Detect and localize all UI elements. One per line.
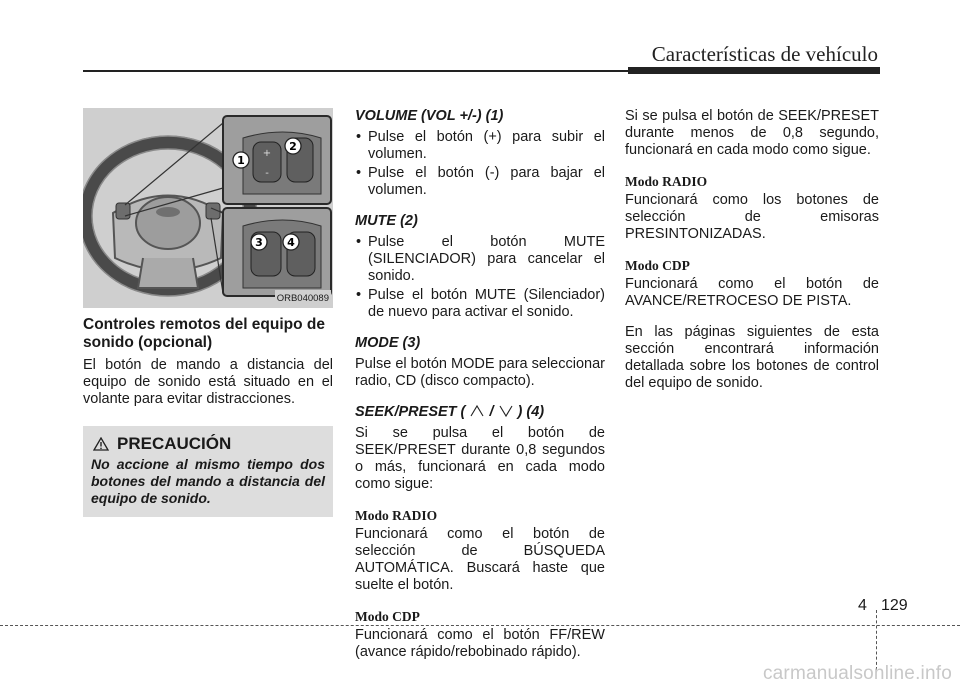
steering-wheel-figure [83, 108, 333, 308]
mute-list [355, 234, 605, 321]
column-left [83, 108, 333, 517]
section-intro: El botón de mando a distancia del equipo de sonido está situado en el volante para evitar distracciones. [83, 357, 333, 407]
list-item: • Pulse el botón (-) para bajar el volumen. [355, 165, 605, 199]
cdp-mode-heading: Modo CDP [355, 609, 420, 624]
page-header-title: Características de vehículo [651, 42, 878, 66]
caution-box [83, 426, 333, 517]
radio-mode-text: Funcionará como el botón de selección de BÚSQUEDA AUTOMÁTICA. Buscará haste que suelte el botón. [355, 526, 605, 593]
page-number: 129 [881, 597, 908, 614]
cdp-mode-heading: Modo CDP [625, 258, 690, 273]
svg-text:-: - [265, 168, 269, 179]
warning-triangle-icon [93, 437, 109, 451]
watermark: carmanualsonline.info [762, 663, 952, 684]
footer-divider [876, 610, 877, 670]
caution-title: PRECAUCIÓN [117, 434, 232, 453]
radio-mode-text: Funcionará como los botones de selección de emisoras PRESINTONIZADAS. [625, 192, 879, 242]
callout-2: 2 [289, 140, 297, 153]
volume-list [355, 129, 605, 199]
steering-wheel-illustration [83, 108, 333, 308]
header-rule-accent [628, 67, 880, 74]
list-item: • Pulse el botón MUTE (Silenciador) de nuevo para activar el sonido. [355, 287, 605, 321]
column-right [625, 108, 879, 406]
callout-4: 4 [287, 236, 295, 249]
cdp-mode-text: Funcionará como el botón de AVANCE/RETROCESO DE PISTA. [625, 276, 879, 309]
mode-text: Pulse el botón MODE para seleccionar radio, CD (disco compacto). [355, 356, 605, 389]
figure-code: ORB040089 [275, 290, 331, 307]
cdp-mode-text: Funcionará como el botón FF/REW (avance rápido/rebobinado rápido). [355, 627, 605, 660]
caution-header [91, 435, 325, 452]
callout-1: 1 [237, 154, 245, 167]
radio-mode-heading: Modo RADIO [625, 174, 708, 189]
seek-title-suffix: ) (4) [517, 404, 545, 420]
seek-text: Si se pulsa el botón de SEEK/PRESET durante 0,8 segundos o más, funcionará en cada modo como sigue: [355, 425, 605, 492]
svg-text:+: + [262, 148, 272, 159]
footer-rule [0, 625, 960, 626]
section-title: Controles remotos del equipo de sonido (opcional) [83, 316, 325, 351]
closing-paragraph: En las páginas siguientes de esta sección encontrará información detallada sobre los botones de control del equipo de sonido. [625, 324, 879, 391]
up-arrow-icon [469, 404, 485, 418]
list-item: • Pulse el botón MUTE (SILENCIADOR) para cancelar el sonido. [355, 234, 605, 285]
header-rule [83, 70, 628, 72]
down-arrow-icon [498, 404, 514, 418]
mute-title: MUTE (2) [355, 213, 418, 229]
seek-title-prefix: SEEK/PRESET ( [355, 404, 466, 420]
short-press-intro: Si se pulsa el botón de SEEK/PRESET durante menos de 0,8 segundo, funcionará en cada modo como sigue. [625, 108, 879, 158]
radio-mode-heading: Modo RADIO [355, 508, 438, 523]
chapter-number: 4 [858, 597, 867, 614]
volume-title: VOLUME (VOL +/-) (1) [355, 108, 504, 124]
mode-title: MODE (3) [355, 335, 421, 351]
seek-title-separator: / [489, 404, 494, 420]
column-middle [355, 108, 605, 675]
callout-3: 3 [255, 236, 263, 249]
seek-title [355, 404, 605, 421]
list-item: • Pulse el botón (+) para subir el volumen. [355, 129, 605, 163]
caution-text: No accione al mismo tiempo dos botones del mando a distancia del equipo de sonido. [91, 456, 325, 506]
